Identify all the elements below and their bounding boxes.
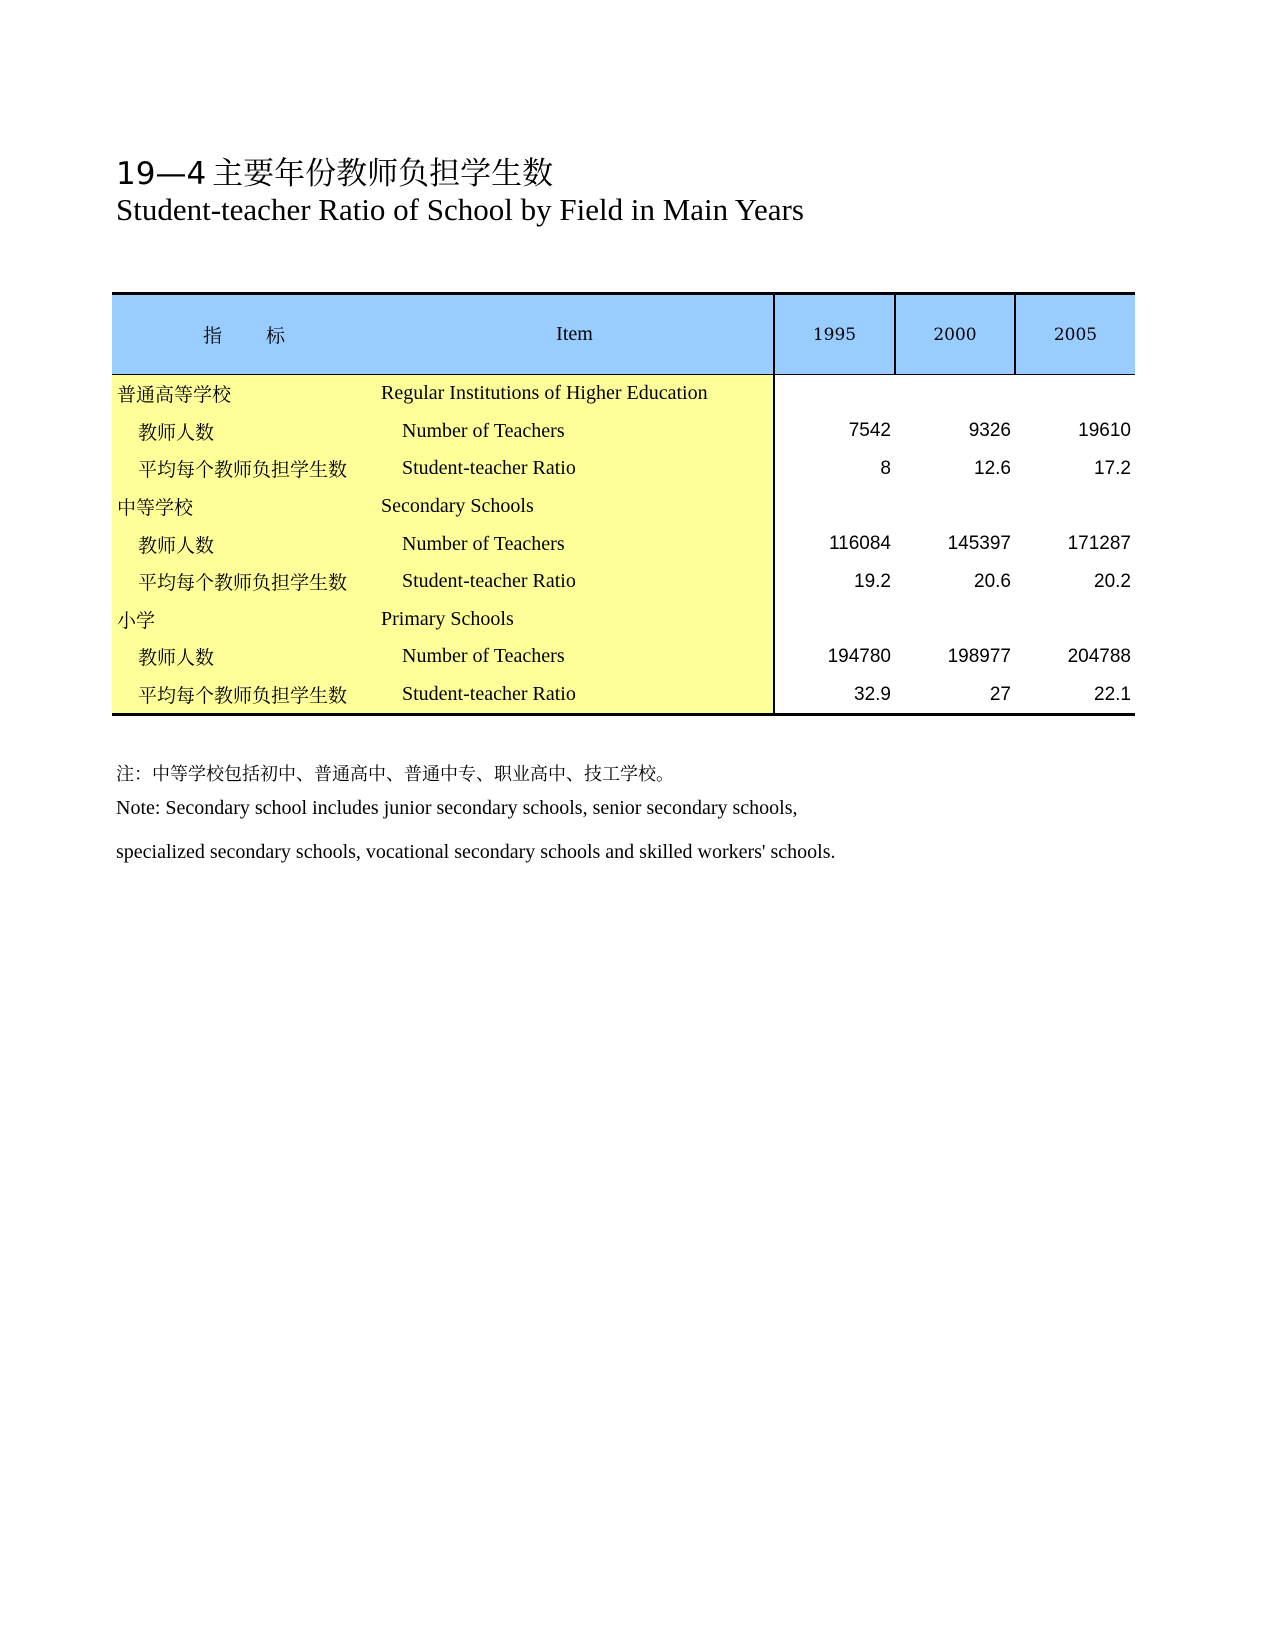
row-label-cn: 平均每个教师负担学生数 — [112, 450, 376, 488]
note-english-line-2: specialized secondary schools, vocational secondary schools and skilled workers' schools. — [116, 841, 836, 863]
row-label-cn: 小学 — [112, 601, 376, 639]
row-label-en: Secondary Schools — [376, 488, 774, 526]
cell-2000: 145397 — [947, 533, 1011, 555]
cell-2000 — [895, 488, 1015, 526]
header-indicator-char-2: 标 — [266, 325, 286, 347]
note-english-line-1: Note: Secondary school includes junior secondary schools, senior secondary schools, — [116, 797, 798, 819]
title-english: Student-teacher Ratio of School by Field in Main Years — [116, 192, 804, 227]
data-table — [112, 292, 1135, 716]
row-label-en: Student-teacher Ratio — [376, 563, 774, 601]
cell-2000: 12.6 — [974, 457, 1011, 479]
row-label-en: Student-teacher Ratio — [376, 450, 774, 488]
cell-2005: 22.1 — [1015, 676, 1135, 715]
table-row — [112, 525, 1135, 563]
header-year-2000: 2000 — [895, 294, 1015, 375]
cell-2000: 9326 — [968, 420, 1011, 442]
title-chinese — [116, 148, 553, 193]
row-label-en: Student-teacher Ratio — [376, 676, 774, 715]
cell-2005: 17.2 — [1094, 457, 1131, 479]
cell-2000: 198977 — [947, 645, 1011, 667]
row-label-cn: 普通高等学校 — [112, 375, 376, 413]
row-label-cn: 教师人数 — [112, 638, 376, 676]
cell-2005 — [1015, 488, 1135, 526]
row-label-cn: 平均每个教师负担学生数 — [112, 676, 376, 715]
cell-1995: 8 — [774, 450, 895, 488]
header-indicator — [112, 294, 376, 375]
header-item: Item — [376, 294, 774, 375]
cell-2000 — [895, 375, 1015, 413]
cell-2005: 20.2 — [1094, 570, 1131, 592]
table-row — [112, 638, 1135, 676]
table-row-primary-schools — [112, 601, 1135, 639]
cell-2000: 27 — [895, 676, 1015, 715]
cell-2005: 19610 — [1078, 420, 1131, 442]
table-row — [112, 450, 1135, 488]
cell-2005: 204788 — [1067, 645, 1131, 667]
cell-2000 — [895, 601, 1015, 639]
header-year-1995: 1995 — [774, 294, 895, 375]
cell-1995: 194780 — [774, 638, 895, 676]
header-year-2005: 2005 — [1015, 294, 1135, 375]
row-label-en: Regular Institutions of Higher Education — [376, 375, 774, 413]
cell-2005 — [1015, 601, 1135, 639]
cell-2000: 20.6 — [974, 570, 1011, 592]
table-row — [112, 413, 1135, 451]
row-label-cn: 平均每个教师负担学生数 — [112, 563, 376, 601]
cell-1995 — [774, 375, 895, 413]
row-label-cn: 教师人数 — [112, 413, 376, 451]
cell-1995: 19.2 — [774, 563, 895, 601]
note-chinese: 注：中等学校包括初中、普通高中、普通中专、职业高中、技工学校。 — [116, 764, 674, 785]
cell-1995 — [774, 488, 895, 526]
cell-2005 — [1015, 375, 1135, 413]
cell-1995 — [774, 601, 895, 639]
table-row — [112, 676, 1135, 715]
table-row — [112, 563, 1135, 601]
row-label-cn: 中等学校 — [112, 488, 376, 526]
header-row — [112, 294, 1135, 375]
row-label-en: Number of Teachers — [376, 638, 774, 676]
cell-2005: 171287 — [1067, 533, 1131, 555]
title-chinese-text: 主要年份教师负担学生数 — [212, 156, 554, 192]
table-row-higher-education — [112, 375, 1135, 413]
header-indicator-char-1: 指 — [202, 325, 222, 347]
row-label-en: Primary Schools — [376, 601, 774, 639]
row-label-en: Number of Teachers — [376, 413, 774, 451]
row-label-cn: 教师人数 — [112, 525, 376, 563]
table-row-secondary-schools — [112, 488, 1135, 526]
table-number: 19—4 — [116, 156, 207, 192]
cell-1995: 32.9 — [774, 676, 895, 715]
cell-1995: 116084 — [774, 525, 895, 563]
row-label-en: Number of Teachers — [376, 525, 774, 563]
cell-1995: 7542 — [774, 413, 895, 451]
